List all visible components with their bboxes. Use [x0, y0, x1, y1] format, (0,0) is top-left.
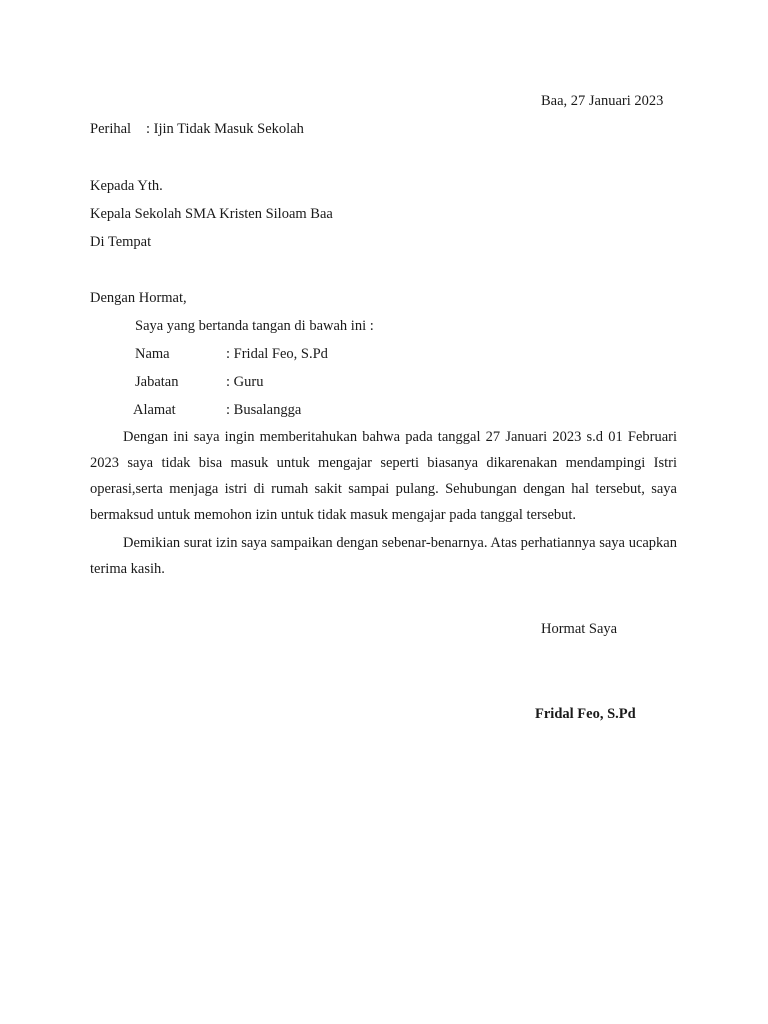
- closing-paragraph: Demikian surat izin saya sampaikan dengan sebenar-benarnya. Atas perhatiannya saya ucapkan terima kasih.: [90, 535, 677, 577]
- recipient-location: Di Tempat: [90, 234, 152, 250]
- identity-value-address: : Busalangga: [226, 402, 302, 418]
- recipient-greeting: Kepada Yth.: [90, 178, 163, 194]
- signatory-name: Fridal Feo, S.Pd: [535, 706, 636, 722]
- identity-label-position: Jabatan: [135, 374, 179, 390]
- place-date: Baa, 27 Januari 2023: [541, 93, 664, 109]
- identity-label-address: Alamat: [133, 402, 176, 418]
- identity-value-position: : Guru: [226, 374, 264, 390]
- recipient-name: Kepala Sekolah SMA Kristen Siloam Baa: [90, 206, 333, 222]
- identity-label-name: Nama: [135, 346, 170, 362]
- body-paragraph: Dengan ini saya ingin memberitahukan bahwa pada tanggal 27 Januari 2023 s.d 01 Februari 2023 saya tidak bisa masuk untuk mengajar seperti biasanya dikarenakan mendampingi Istri operasi,serta menjaga istri di rumah sakit sampai pulang. Sehubungan dengan hal tersebut, saya bermaksud untuk memohon izin untuk tidak masuk mengajar pada tanggal tersebut.: [90, 429, 677, 523]
- sign-off: Hormat Saya: [541, 621, 618, 637]
- salutation: Dengan Hormat,: [90, 290, 187, 306]
- identity-value-name: : Fridal Feo, S.Pd: [226, 346, 328, 362]
- subject-value: : Ijin Tidak Masuk Sekolah: [146, 121, 304, 137]
- subject-label: Perihal: [90, 121, 132, 137]
- intro-text: Saya yang bertanda tangan di bawah ini :: [135, 318, 374, 334]
